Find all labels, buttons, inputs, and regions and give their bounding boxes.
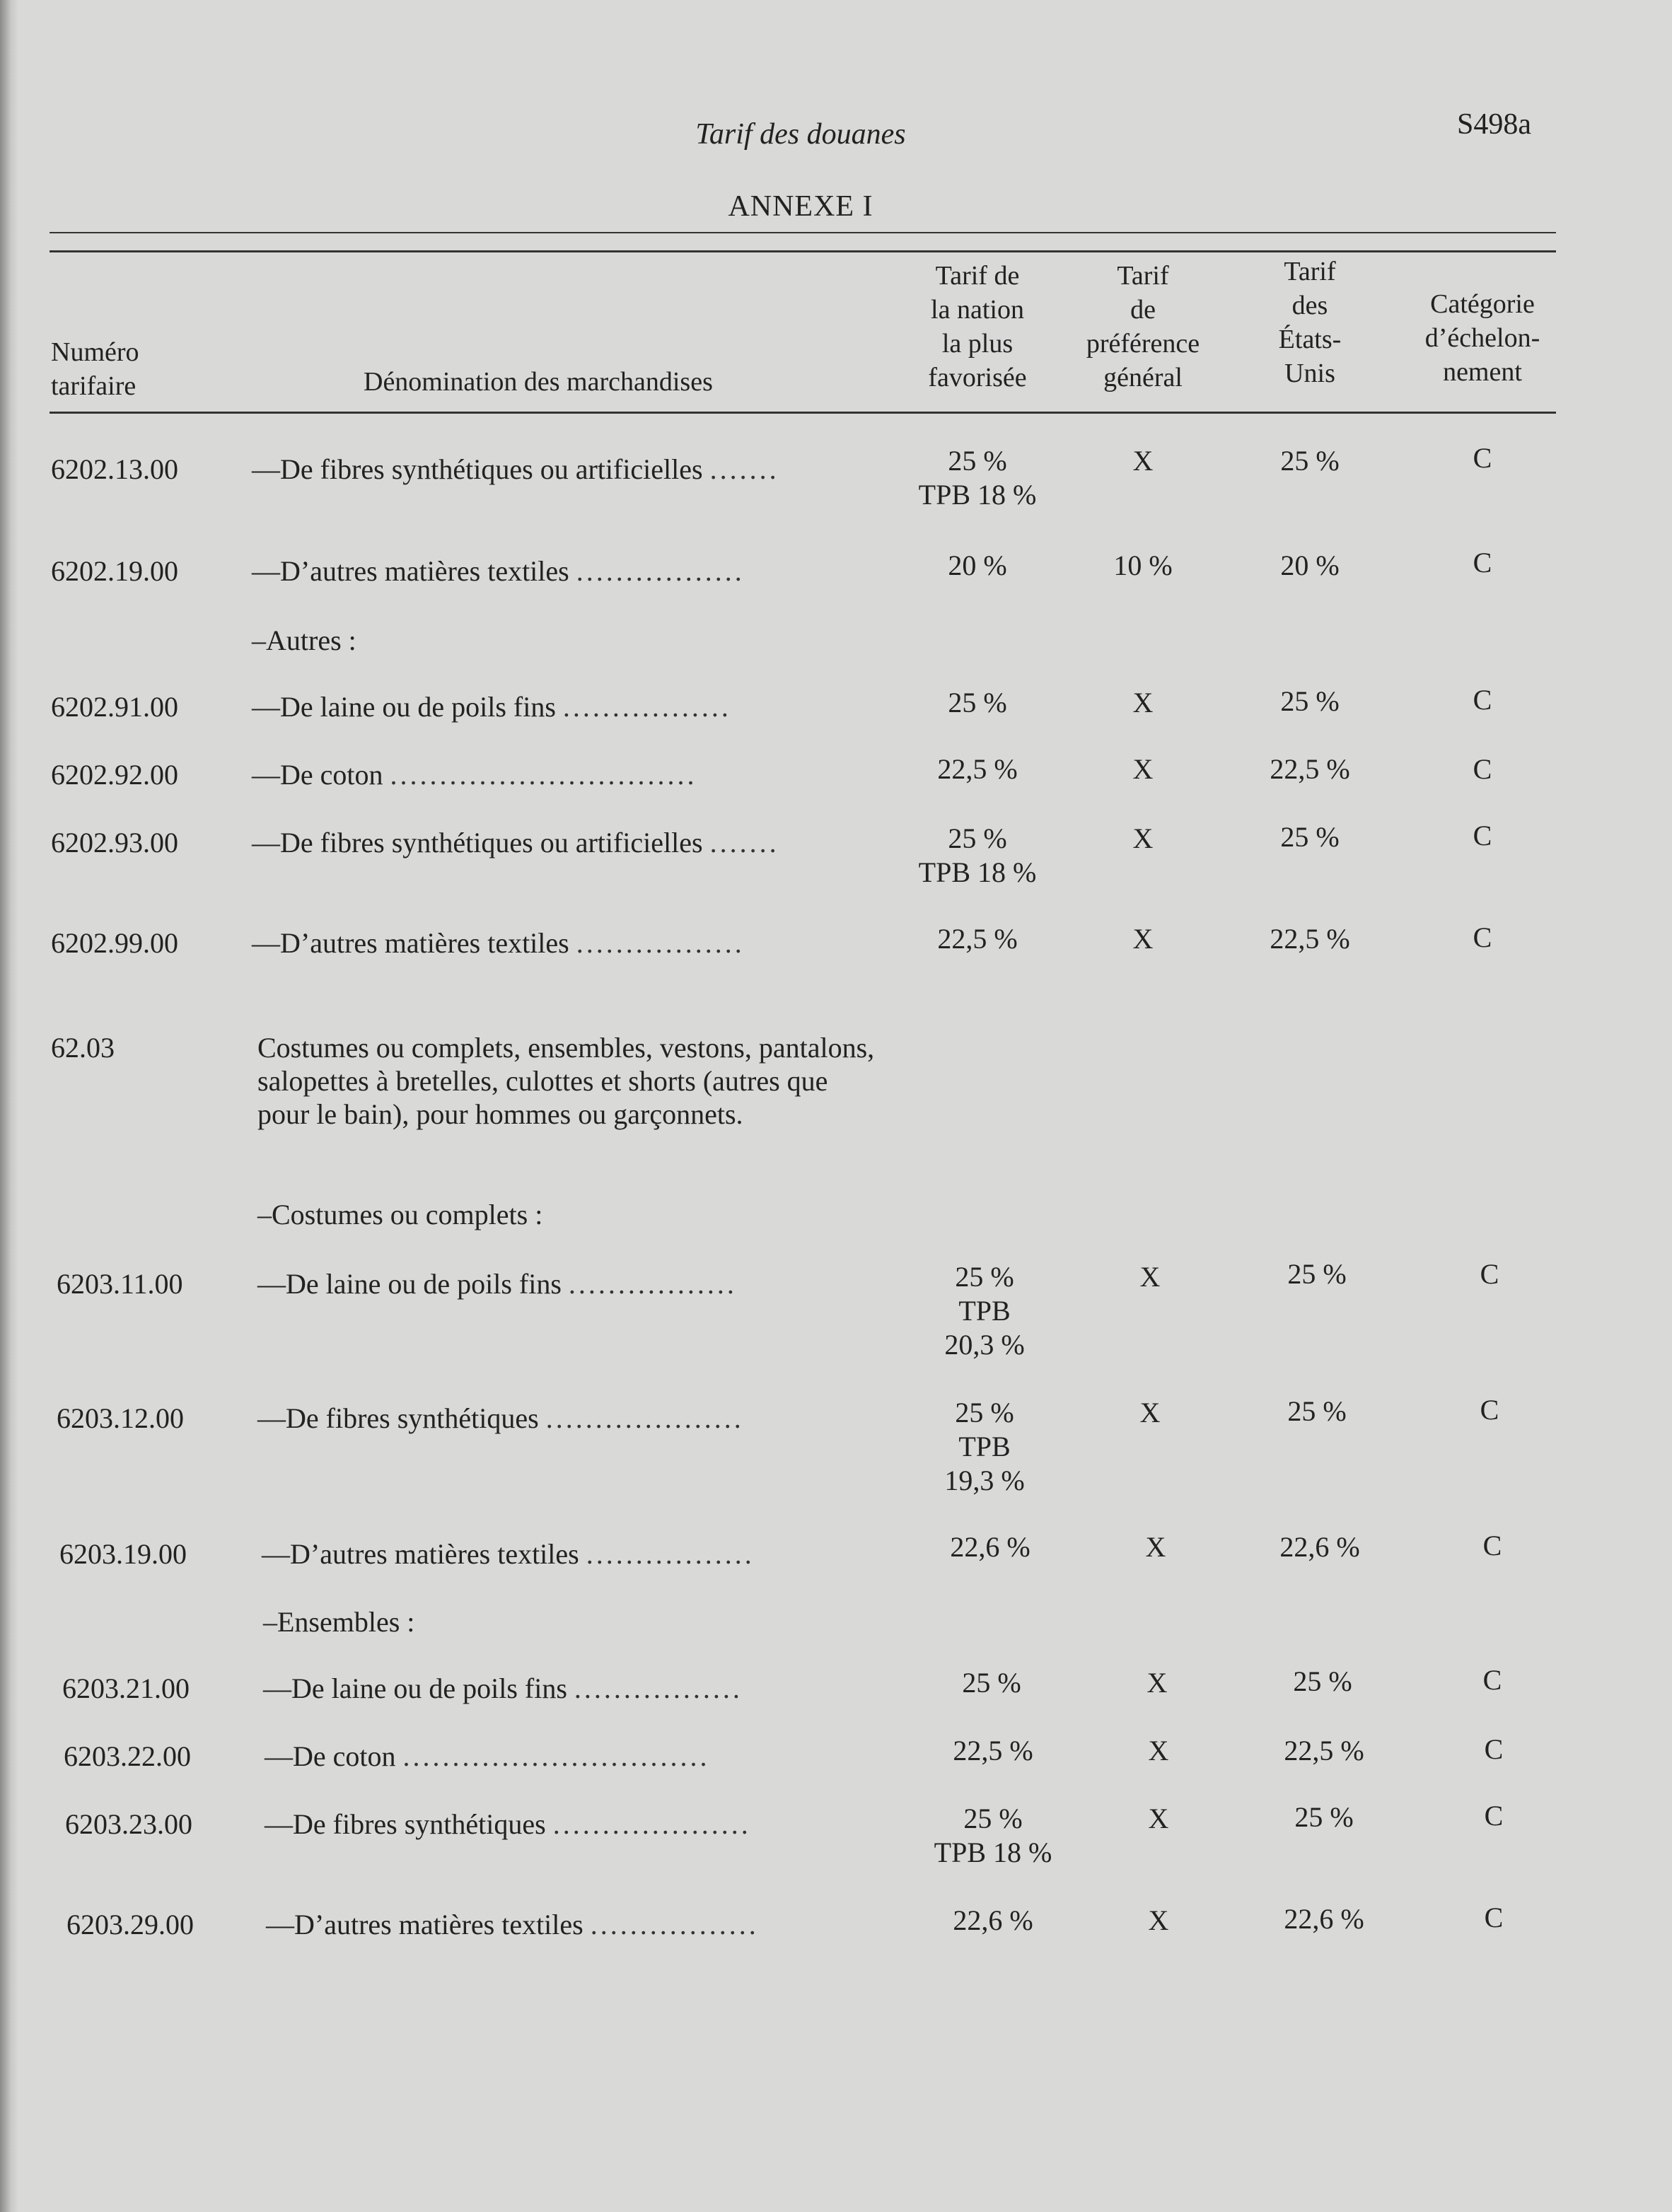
mfn-rate: 25 % TPB 18 % <box>918 445 1037 511</box>
staging-category: C <box>1473 442 1492 474</box>
staging-category: C <box>1484 1902 1504 1933</box>
col-head-staging-category: Catégorie d’échelon- nement <box>1424 289 1540 387</box>
mfn-rate: 20 % <box>948 549 1007 581</box>
staging-category: C <box>1480 1394 1499 1426</box>
us-rate: 22,5 % <box>1270 753 1350 785</box>
mfn-rate: 25 % <box>962 1667 1021 1699</box>
tariff-number: 6203.11.00 <box>57 1268 183 1300</box>
gpt-rate: X <box>1132 445 1154 477</box>
us-rate: 22,6 % <box>1279 1531 1360 1563</box>
goods-description: —D’autres matières textiles ................. <box>252 555 745 587</box>
staging-category: C <box>1473 753 1492 785</box>
tariff-number: 6202.99.00 <box>51 927 178 959</box>
header-bottom-rule <box>50 412 1556 414</box>
goods-description: —D’autres matières textiles ................. <box>252 927 745 959</box>
col-head-us: Tarif des États- Unis <box>1278 257 1342 388</box>
goods-description: —D’autres matières textiles ................. <box>262 1538 755 1570</box>
staging-category: C <box>1484 1733 1504 1765</box>
subheading: –Ensembles : <box>263 1606 415 1638</box>
gpt-rate: X <box>1148 1803 1169 1834</box>
tariff-number: 6202.13.00 <box>51 453 178 485</box>
mfn-rate: 22,5 % <box>953 1735 1033 1766</box>
gpt-rate: X <box>1132 753 1154 785</box>
staging-category: C <box>1482 1664 1502 1696</box>
us-rate: 25 % <box>1280 821 1340 853</box>
annex-title: ANNEXE I <box>728 190 873 223</box>
col-head-description: Dénomination des marchandises <box>364 367 713 397</box>
header-top-rule <box>50 250 1556 252</box>
gpt-rate: X <box>1132 923 1154 955</box>
goods-description: —De laine ou de poils fins ................. <box>263 1672 743 1704</box>
gpt-rate: X <box>1148 1735 1169 1766</box>
tariff-number: 6203.22.00 <box>64 1740 191 1772</box>
staging-category: C <box>1480 1258 1499 1290</box>
tariff-number: 6203.23.00 <box>65 1808 192 1840</box>
tariff-number: 6202.19.00 <box>51 555 178 587</box>
staging-category: C <box>1484 1800 1504 1832</box>
us-rate: 25 % <box>1287 1395 1347 1427</box>
mfn-rate: 22,5 % <box>937 753 1018 785</box>
gpt-rate: X <box>1148 1904 1169 1936</box>
staging-category: C <box>1473 921 1492 953</box>
staging-category: C <box>1473 820 1492 851</box>
mfn-rate: 22,6 % <box>950 1531 1031 1563</box>
mfn-rate: 25 % TPB 18 % <box>934 1803 1052 1868</box>
staging-category: C <box>1473 547 1492 578</box>
tariff-number: 6203.29.00 <box>66 1909 194 1940</box>
gpt-rate: 10 % <box>1113 549 1173 581</box>
tariff-number: 6202.92.00 <box>51 759 178 791</box>
top-rule <box>50 232 1556 233</box>
goods-description: —De coton ............................... <box>265 1740 710 1772</box>
mfn-rate: 22,6 % <box>953 1904 1033 1936</box>
subheading: –Autres : <box>252 624 356 656</box>
col-head-mfn: Tarif de la nation la plus favorisée <box>928 261 1027 392</box>
gpt-rate: X <box>1146 1667 1168 1699</box>
mfn-rate: 25 % TPB 19,3 % <box>944 1397 1025 1496</box>
mfn-rate: 25 % <box>948 687 1007 718</box>
staging-category: C <box>1473 684 1492 716</box>
us-rate: 25 % <box>1280 445 1340 477</box>
gpt-rate: X <box>1132 822 1154 854</box>
us-rate: 25 % <box>1287 1258 1347 1290</box>
us-rate: 22,5 % <box>1284 1735 1364 1766</box>
goods-description: —De fibres synthétiques .................... <box>257 1402 744 1434</box>
us-rate: 20 % <box>1280 549 1340 581</box>
goods-description: —De laine ou de poils fins ................. <box>257 1268 737 1300</box>
mfn-rate: 25 % TPB 18 % <box>918 822 1037 888</box>
tariff-number: 6203.12.00 <box>57 1402 184 1434</box>
us-rate: 25 % <box>1294 1801 1354 1833</box>
tariff-number: 6202.93.00 <box>51 827 178 858</box>
heading-description: Costumes ou complets, ensembles, vestons, pantalons, salopettes à bretelles, culottes et shorts (autres que pour le bain), pour hommes ou garçonnets. <box>257 1032 875 1130</box>
page-number: S498a <box>1457 108 1531 141</box>
col-head-tariff-number: Numéro tarifaire <box>51 337 139 401</box>
goods-description: —De laine ou de poils fins ................. <box>252 691 731 723</box>
goods-description: —De fibres synthétiques .................... <box>265 1808 751 1840</box>
goods-description: —D’autres matières textiles ................. <box>266 1909 759 1940</box>
col-head-gpt: Tarif de préférence général <box>1086 261 1200 392</box>
staging-category: C <box>1482 1530 1502 1561</box>
gpt-rate: X <box>1139 1261 1161 1293</box>
goods-description: —De fibres synthétiques ou artificielles ....... <box>252 453 779 485</box>
us-rate: 22,5 % <box>1270 923 1350 955</box>
heading-number: 62.03 <box>51 1032 115 1064</box>
tariff-number: 6203.19.00 <box>59 1538 187 1570</box>
mfn-rate: 22,5 % <box>937 923 1018 955</box>
gpt-rate: X <box>1139 1397 1161 1428</box>
goods-description: —De coton ............................... <box>252 759 697 791</box>
subheading: –Costumes ou complets : <box>257 1199 543 1230</box>
us-rate: 25 % <box>1293 1665 1352 1697</box>
us-rate: 22,6 % <box>1284 1903 1364 1935</box>
goods-description: —De fibres synthétiques ou artificielles ....... <box>252 827 779 858</box>
gpt-rate: X <box>1132 687 1154 718</box>
gpt-rate: X <box>1145 1531 1166 1563</box>
tariff-number: 6202.91.00 <box>51 691 178 723</box>
tariff-number: 6203.21.00 <box>62 1672 190 1704</box>
page-binding-edge <box>0 0 18 2212</box>
running-title: Tarif des douanes <box>695 118 906 151</box>
mfn-rate: 25 % TPB 20,3 % <box>944 1261 1025 1361</box>
us-rate: 25 % <box>1280 685 1340 717</box>
